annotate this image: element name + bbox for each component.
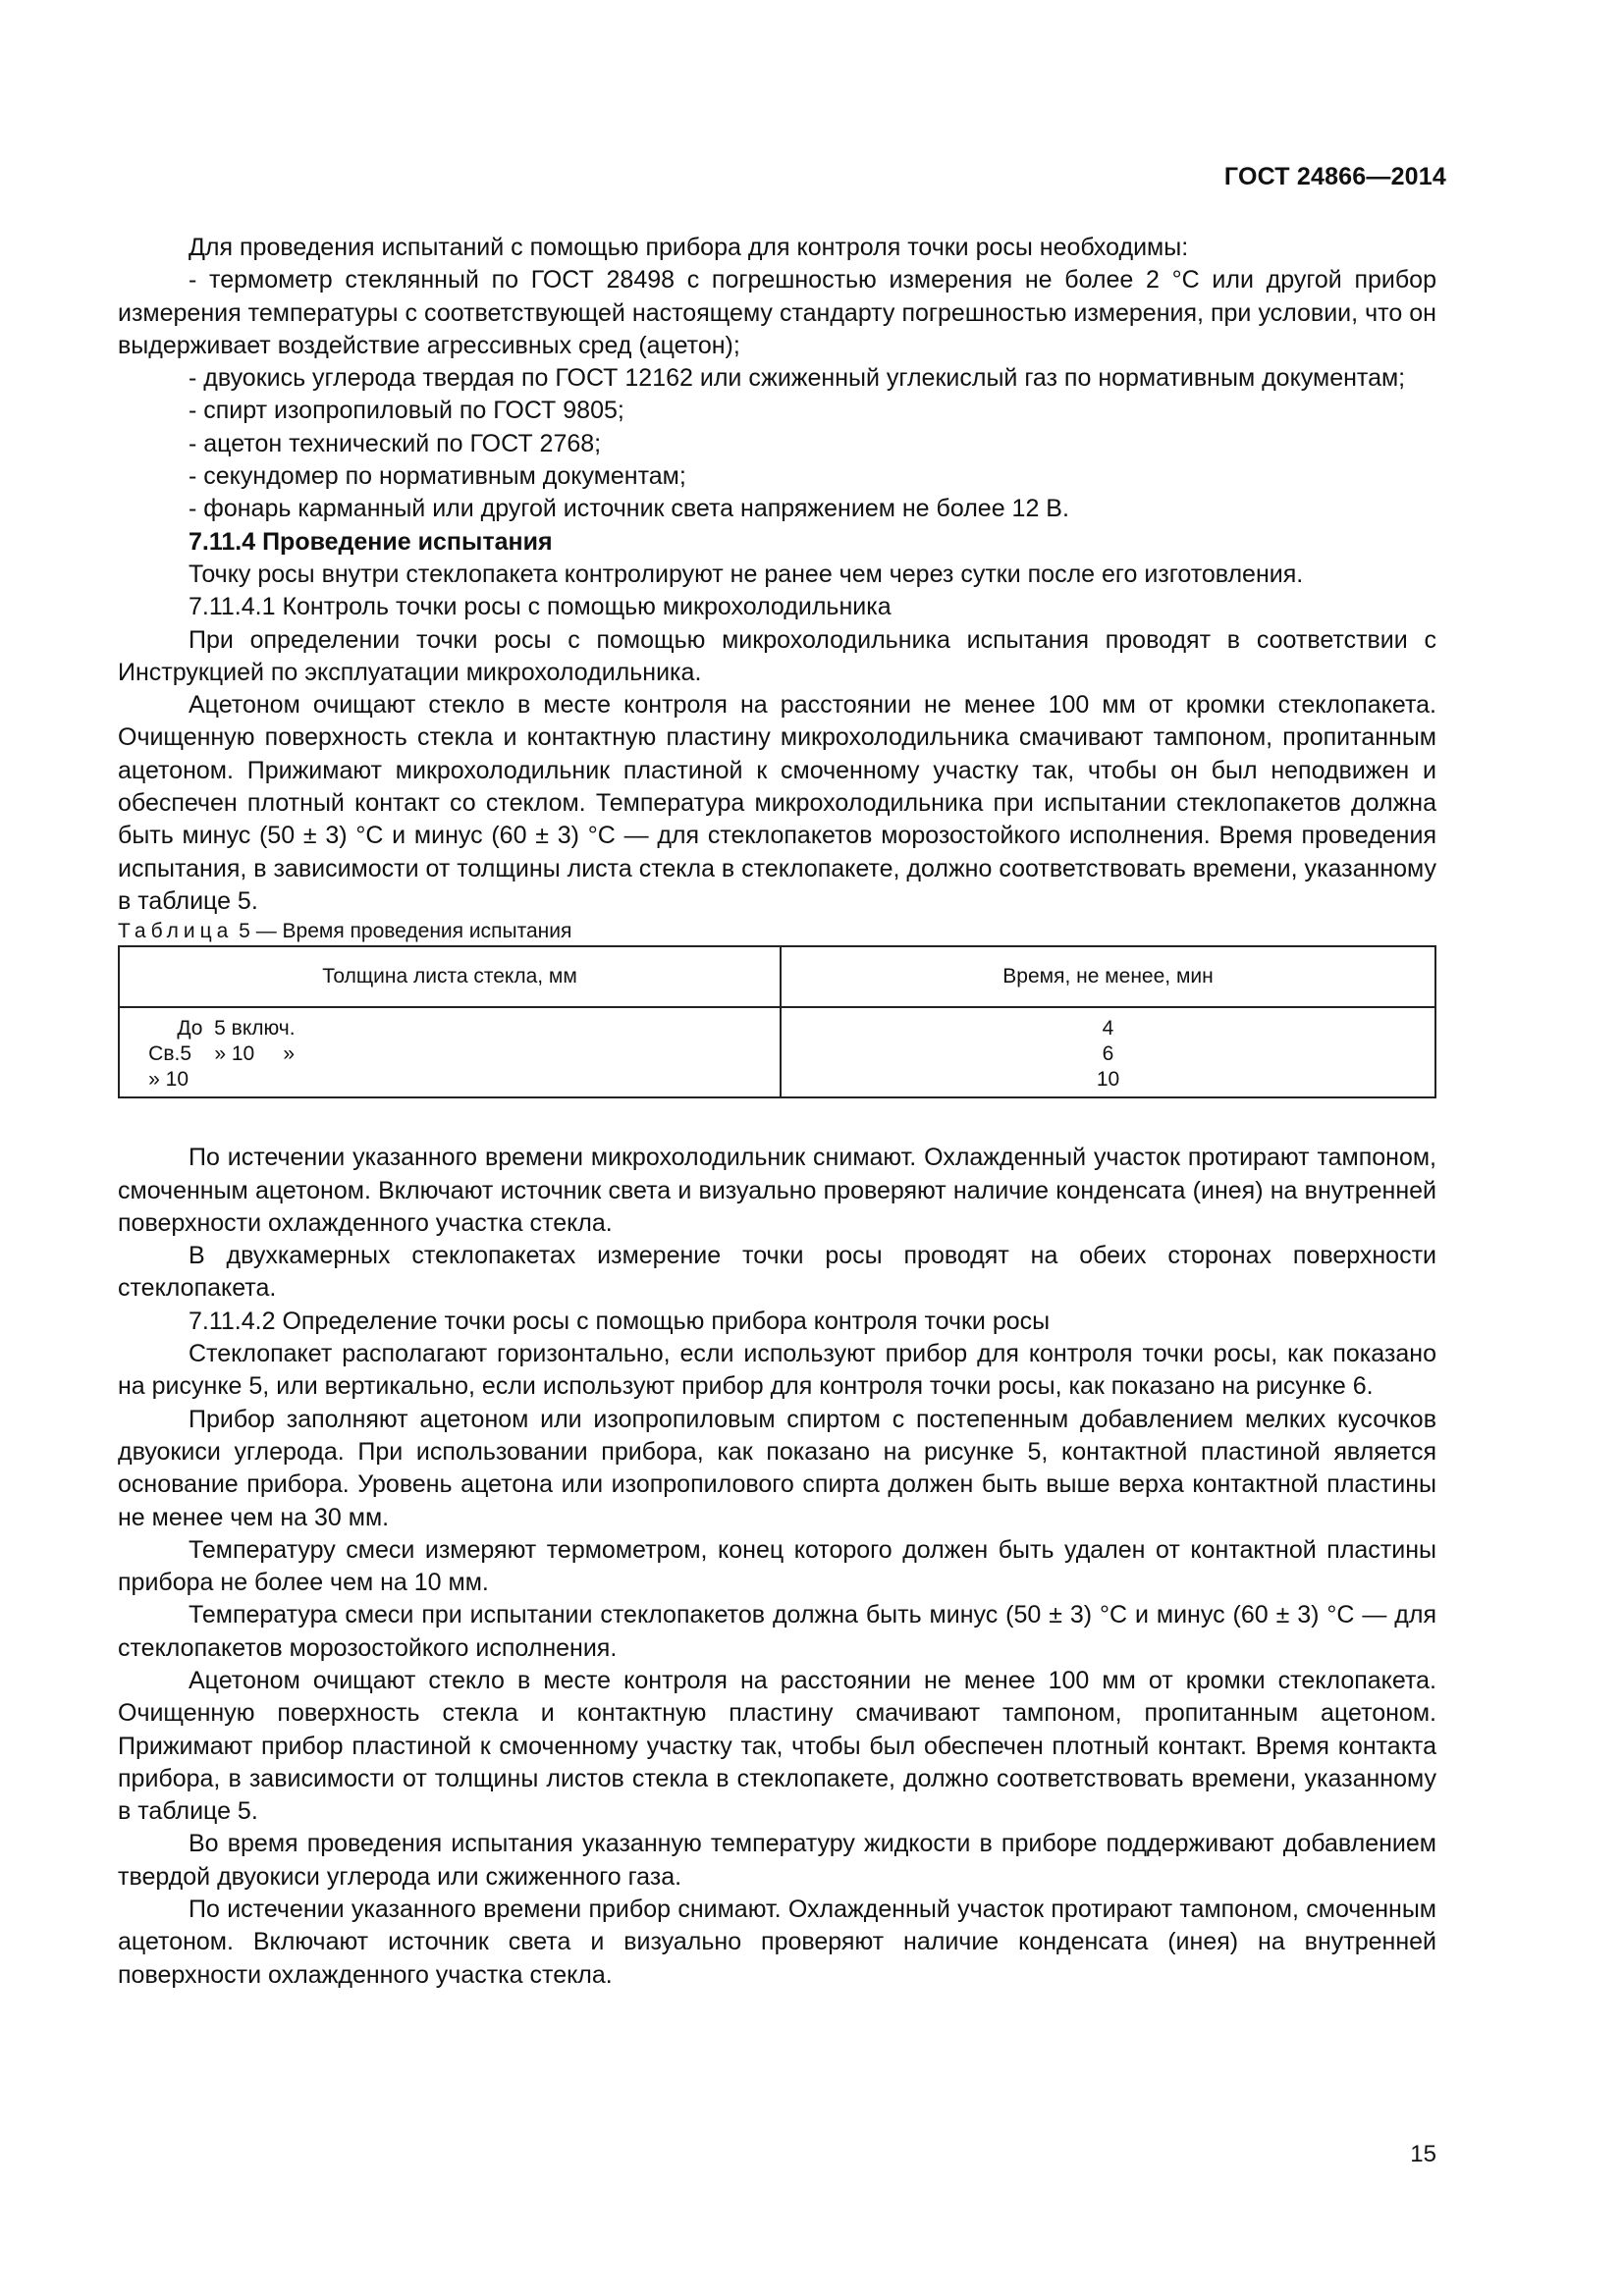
paragraph: - ацетон технический по ГОСТ 2768; xyxy=(189,429,602,457)
time-line: 10 xyxy=(1096,1068,1120,1092)
paragraph: - двуокись углерода твердая по ГОСТ 12162 или сжиженный углекислый газ по нормативным документам; xyxy=(189,364,1406,393)
table-row xyxy=(119,1007,1435,1097)
table-caption-label: Таблица xyxy=(118,920,234,943)
time-line: 4 xyxy=(1102,1017,1114,1041)
table-caption xyxy=(118,918,1436,945)
thickness-line: » 10 xyxy=(120,1068,189,1092)
time-line: 6 xyxy=(1102,1042,1114,1066)
paragraph: При определении точки росы с помощью микрохолодильника испытания проводят в соответствии с Инструкцией по эксплуатации микрохолодильника. xyxy=(118,625,1436,686)
paragraph: Прибор заполняют ацетоном или изопропиловым спиртом с постепенным добавлением мелких кусочков двуокиси углерода. При использовании прибора, как показано на рисунке 5, контактной пластиной является основание прибора. Уровень ацетона или изопропилового спирта должен быть выше верха контактной пластины не менее чем на 30 мм. xyxy=(118,1405,1436,1531)
paragraph: - секундомер по нормативным документам; xyxy=(189,462,686,491)
paragraph: - спирт изопропиловый по ГОСТ 9805; xyxy=(189,397,624,425)
paragraph: Ацетоном очищают стекло в месте контроля на расстоянии не менее 100 мм от кромки стеклопакета. Очищенную поверхность стекла и контактную пластину смачивают тампоном, пропитанным ацетоном. Прижимают прибор пластиной к смоченному участку так, чтобы был обеспечен плотный контакт. Время контакта прибора, в зависимости от толщины листов стекла в стеклопакете, должно соответствовать времени, указанному в таблице 5. xyxy=(118,1666,1436,1826)
paragraph: Ацетоном очищают стекло в месте контроля на расстоянии не менее 100 мм от кромки стеклопакета. Очищенную поверхность стекла и контактную пластину микрохолодильника смачивают тампоном, пропитанным ацетоном. Прижимают микрохолодильник пластиной к смоченному участку так, чтобы он был неподвижен и обеспечен плотный контакт со стеклом. Температура микрохолодильника при испытании стеклопакетов должна быть минус (50 ± 3) °С и минус (60 ± 3) °С — для стеклопакетов морозостойкого исполнения. Время проведения испытания, в зависимости от толщины листа стекла в стеклопакете, должно соответствовать времени, указанному в таблице 5. xyxy=(118,691,1436,915)
section-heading: 7.11.4 Проведение испытания xyxy=(189,527,553,556)
paragraph: Точку росы внутри стеклопакета контролируют не ранее чем через сутки после его изготовления. xyxy=(189,560,1304,588)
thickness-line: До 5 включ. xyxy=(120,1017,296,1041)
table-caption-title: 5 — Время проведения испытания xyxy=(233,920,572,943)
table-cell-time xyxy=(781,1007,1435,1097)
page-body xyxy=(118,232,1436,1992)
paragraph: Температура смеси при испытании стеклопакетов должна быть минус (50 ± 3) °С и минус (60 ± 3) °С — для стеклопакетов морозостойкого исполнения. xyxy=(118,1601,1436,1662)
document-code-header: ГОСТ 24866—2014 xyxy=(1223,163,1446,190)
table-header-time: Время, не менее, мин xyxy=(781,946,1435,1007)
text-block-after-table xyxy=(118,1142,1436,1992)
table-cell-thickness xyxy=(119,1007,781,1097)
paragraph: 7.11.4.2 Определение точки росы с помощью прибора контроля точки росы xyxy=(189,1307,1051,1335)
paragraph: 7.11.4.1 Контроль точки росы с помощью микрохолодильника xyxy=(189,593,892,621)
thickness-line: Св.5 » 10 » xyxy=(120,1042,296,1066)
paragraph: Температуру смеси измеряют термометром, конец которого должен быть удален от контактной пластины прибора не более чем на 10 мм. xyxy=(118,1535,1436,1597)
paragraph: Стеклопакет располагают горизонтально, если используют прибор для контроля точки росы, как показано на рисунке 5, или вертикально, если используют прибор для контроля точки росы, как показано на рисунке 6. xyxy=(118,1340,1436,1401)
paragraph: По истечении указанного времени микрохолодильник снимают. Охлажденный участок протирают тампоном, смоченным ацетоном. Включают источник света и визуально проверяют наличие конденсата (инея) на внутренней поверхности охлажденного участка стекла. xyxy=(118,1144,1436,1237)
text-block-before-table xyxy=(118,232,1436,918)
paragraph: В двухкамерных стеклопакетах измерение точки росы проводят на обеих сторонах поверхности стеклопакета. xyxy=(118,1242,1436,1303)
paragraph: Во время проведения испытания указанную температуру жидкости в приборе поддерживают добавлением твердой двуокиси углерода или сжиженного газа. xyxy=(118,1830,1436,1891)
paragraph: Для проведения испытаний с помощью прибора для контроля точки росы необходимы: xyxy=(189,234,1189,261)
table-5 xyxy=(118,945,1436,1098)
paragraph: - фонарь карманный или другой источник света напряжением не более 12 В. xyxy=(189,495,1069,523)
paragraph: По истечении указанного времени прибор снимают. Охлажденный участок протирают тампоном, смоченным ацетоном. Включают источник света и визуально проверяют наличие конденсата (инея) на внутренней поверхности охлажденного участка стекла. xyxy=(118,1896,1436,1989)
paragraph: - термометр стеклянный по ГОСТ 28498 с погрешностью измерения не более 2 °С или другой прибор измерения температуры с соответствующей настоящему стандарту погрешностью измерения, при условии, что он выдерживает воздействие агрессивных сред (ацетон); xyxy=(118,266,1436,359)
table-header-thickness: Толщина листа стекла, мм xyxy=(119,946,781,1007)
page-number: 15 xyxy=(1410,2141,1436,2167)
